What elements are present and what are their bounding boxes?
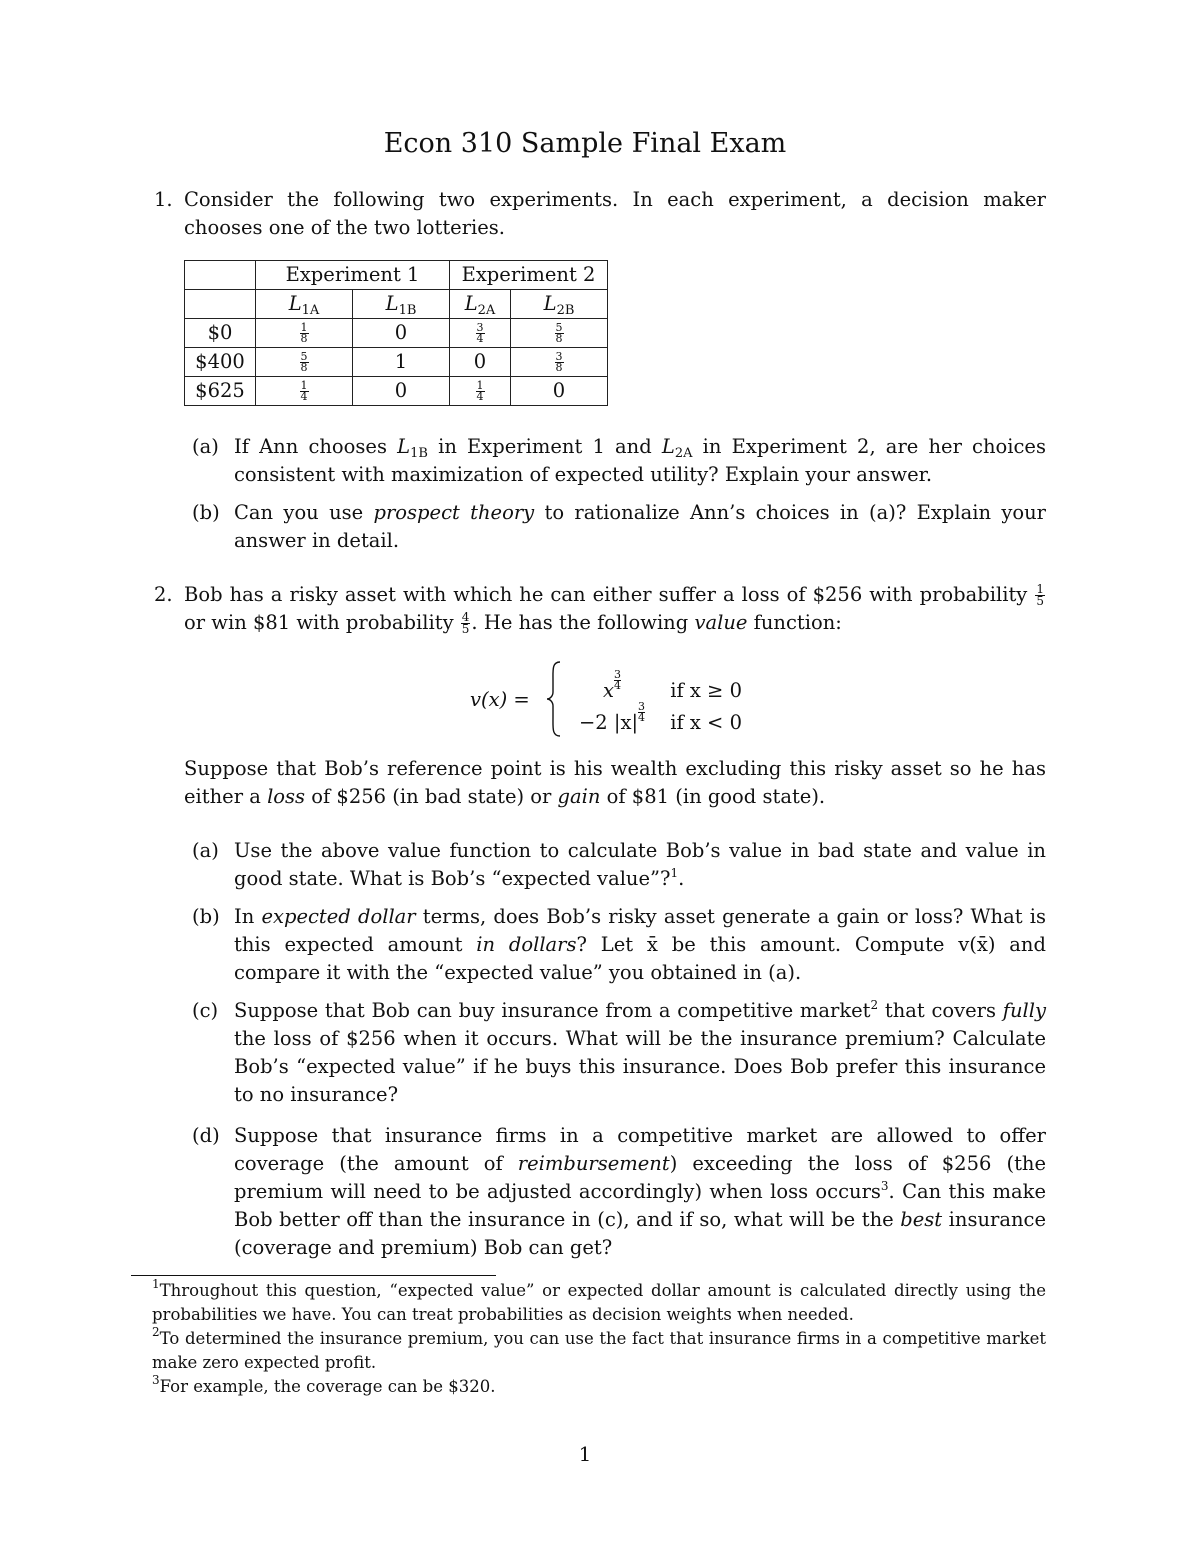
- question-1-number: 1.: [154, 188, 173, 211]
- row-label: $625: [185, 377, 256, 406]
- table-empty-cell: [185, 290, 256, 319]
- part-label: (b): [192, 501, 220, 524]
- part-label: (b): [192, 905, 220, 928]
- question-2b: (b) In expected dollar terms, does Bob’s risky asset generate a gain or loss? What is this expected amount in dollars? Let x̄ be this amount. Compute v(x̄) and compare it with the “expected value” you obtained in (a).: [192, 905, 1046, 984]
- equation-row-1: x $\frac{3}{4}$ if x ≥ 0: [603, 668, 742, 702]
- table-header-l2b: $L_{2B}$: [511, 290, 608, 319]
- part-label: (d): [192, 1124, 220, 1147]
- value-function-equation: [470, 660, 770, 740]
- table-corner-cell: [185, 261, 256, 290]
- table-header-l1b: $L_{1B}$: [353, 290, 450, 319]
- table-row: [185, 348, 608, 377]
- table-cell: $\frac{3}{8}$: [511, 348, 608, 377]
- table-cell: $\frac{1}{8}$: [256, 319, 353, 348]
- table-cell: $\frac{1}{4}$: [450, 377, 511, 406]
- table-cell: $\frac{1}{4}$: [256, 377, 353, 406]
- table-cell: 1: [353, 348, 450, 377]
- table-row: [185, 377, 608, 406]
- table-row: [185, 319, 608, 348]
- left-brace: [546, 660, 562, 738]
- question-1a: (a) If Ann chooses $L_{1B}$ in Experiment 1 and $L_{2A}$ in Experiment 2, are her choices consistent with maximization of expected utility? Explain your answer.: [192, 435, 1046, 486]
- page-number: 1: [578, 1442, 592, 1466]
- footnote-1: $^1$Throughout this question, “expected value” or expected dollar amount is calculated directly using the probabilities we have. You can treat probabilities as decision weights when needed.: [152, 1277, 1046, 1324]
- question-2-intro: 2. Bob has a risky asset with which he can either suffer a loss of $256 with probability $\frac{1}{5}$ or win $81 with probability $\frac{4}{5}$ . He has the following value function:: [154, 582, 1044, 636]
- question-1-intro: [154, 186, 1046, 242]
- question-2a: (a) Use the above value function to calculate Bob’s value in bad state and value in good state. What is Bob’s “expected value”?$^1$.: [192, 839, 1046, 890]
- table-cell: 0: [353, 319, 450, 348]
- table-header-experiment-2: Experiment 2: [450, 261, 608, 290]
- table-cell: 0: [353, 377, 450, 406]
- page-title: Econ 310 Sample Final Exam: [383, 128, 787, 159]
- table-header-l1a: $L_{1A}$: [256, 290, 353, 319]
- table-cell: 0: [450, 348, 511, 377]
- table-cell: $\frac{3}{4}$: [450, 319, 511, 348]
- part-label: (a): [192, 839, 219, 862]
- lottery-table: [184, 260, 608, 406]
- reference-point-paragraph: Suppose that Bob’s reference point is his wealth excluding this risky asset so he has either a loss of $256 (in bad state) or gain of $81 (in good state).: [184, 757, 1046, 808]
- question-1-text: Consider the following two experiments. In each experiment, a decision maker chooses one of the two lotteries.: [184, 188, 1046, 239]
- question-1b: (b) Can you use prospect theory to rationalize Ann’s choices in (a)? Explain your answer in detail.: [192, 501, 1046, 552]
- equation-lhs: v(x) =: [470, 688, 530, 711]
- footnote-rule: [131, 1275, 496, 1276]
- footnote-3: $^3$For example, the coverage can be $320.: [152, 1373, 496, 1396]
- table-cell: $\frac{5}{8}$: [511, 319, 608, 348]
- footnote-2: $^2$To determined the insurance premium, you can use the fact that insurance firms in a competitive market make zero expected profit.: [152, 1325, 1046, 1372]
- question-2-number: 2.: [154, 583, 173, 606]
- equation-row-2: −2 |x| $\frac{3}{4}$ if x < 0: [578, 700, 742, 734]
- row-label: $0: [185, 319, 256, 348]
- table-cell: 0: [511, 377, 608, 406]
- part-label: (a): [192, 435, 219, 458]
- table-header-l2a: $L_{2A}$: [450, 290, 511, 319]
- question-2d: (d) Suppose that insurance firms in a competitive market are allowed to offer coverage (the amount of reimbursement) exceeding the loss of $256 (the premium will need to be adjusted accordingly) when loss occurs$^3$. Can this make Bob better off than the insurance in (c), and if so, what will be the best insurance (coverage and premium) Bob can get?: [192, 1124, 1047, 1259]
- part-label: (c): [192, 999, 219, 1022]
- question-2c: (c) Suppose that Bob can buy insurance from a competitive market$^2$ that covers fully the loss of $256 when it occurs. What will be the insurance premium? Calculate Bob’s “expected value” if he buys this insurance. Does Bob prefer this insurance to no insurance?: [192, 998, 1047, 1106]
- table-cell: $\frac{5}{8}$: [256, 348, 353, 377]
- row-label: $400: [185, 348, 256, 377]
- table-header-experiment-1: Experiment 1: [256, 261, 450, 290]
